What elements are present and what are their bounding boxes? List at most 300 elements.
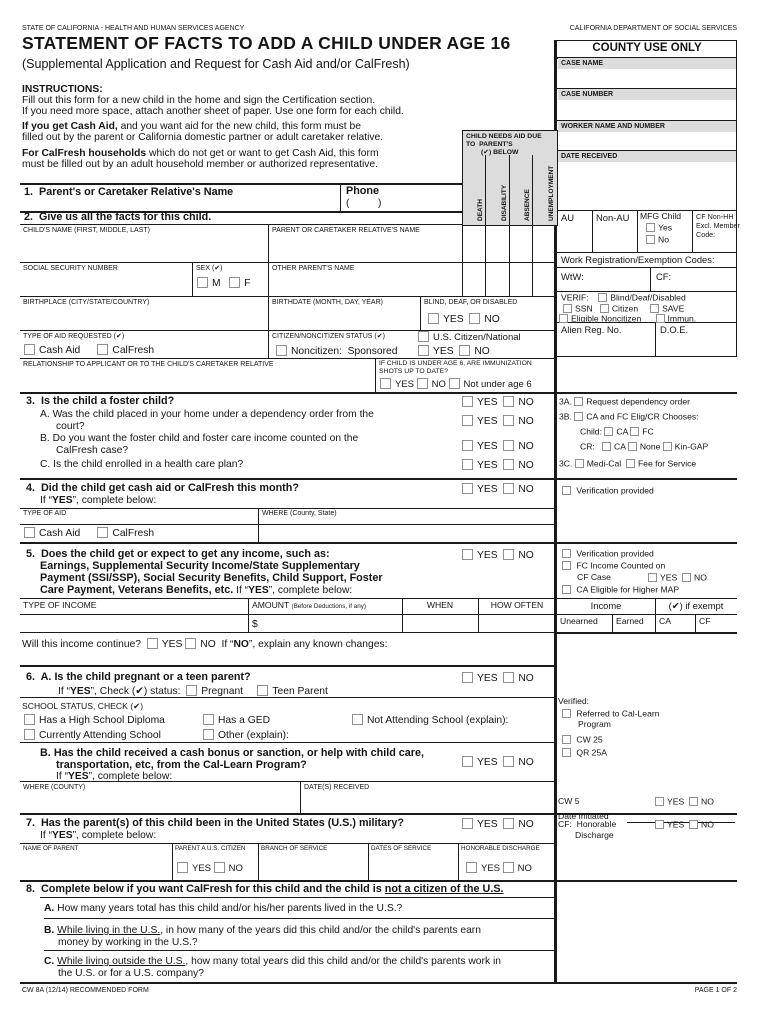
- aid-cash-label: Cash Aid: [39, 345, 81, 356]
- s7-question: 7. Has the parent(s) of this child been in the United States (U.S.) military?: [26, 817, 404, 829]
- s8-b-rest: , in how many of the years did this child and/or the child's parents earn: [160, 925, 481, 936]
- county-mfg-no: [646, 235, 669, 245]
- s5-ifno-word: NO: [233, 639, 249, 650]
- s4-where-field[interactable]: [259, 525, 555, 541]
- county-3c-medical-checkbox[interactable]: [575, 459, 584, 468]
- s2-sponsored-yesno: [418, 345, 490, 357]
- parent-caretaker-field[interactable]: [271, 237, 460, 261]
- instructions-cashaid-line: [22, 121, 361, 132]
- county-work-reg-label: Work Registration/Exemption Codes:: [561, 254, 715, 265]
- worker-name-field[interactable]: [558, 133, 736, 149]
- s8-b-line1: [44, 925, 481, 936]
- cw5-no-checkbox[interactable]: [689, 797, 698, 806]
- calfresh-bold: For CalFresh households: [22, 148, 147, 159]
- cw5-yes-label: YES: [667, 796, 685, 807]
- aid-cash-checkbox[interactable]: [24, 344, 35, 355]
- s3-no-checkbox[interactable]: [503, 396, 514, 407]
- s6-b-label: B.: [40, 747, 51, 759]
- verif-elig-noncitizen-checkbox[interactable]: [559, 314, 568, 323]
- form-subtitle: (Supplemental Application and Request for Cash Aid and/or CalFresh): [22, 57, 410, 71]
- s3a-yes-checkbox[interactable]: [462, 415, 473, 426]
- divider: [20, 880, 737, 882]
- county-doe-label: D.O.E.: [660, 324, 689, 335]
- s6-other-checkbox[interactable]: [203, 729, 214, 740]
- divider: [637, 210, 638, 252]
- s7-dates-field[interactable]: [370, 856, 456, 878]
- s2-child-name-label: CHILD'S NAME (FIRST, MIDDLE, LAST): [23, 227, 150, 234]
- s5-when-label: WHEN: [426, 600, 454, 610]
- county-3c-fee-checkbox[interactable]: [626, 459, 635, 468]
- verif-elig-noncitizen-label: Eligible Noncitizen: [571, 313, 642, 324]
- s4-if-yes: [40, 495, 156, 506]
- s4-ifyes-post: ”, complete below:: [72, 495, 157, 506]
- s5-ifyes-word: YES: [248, 585, 269, 596]
- mfg-yes-label: Yes: [658, 222, 673, 233]
- county-3b-child-fc-checkbox[interactable]: [630, 427, 639, 436]
- s7-yes-checkbox[interactable]: [462, 818, 473, 829]
- income-changes-field[interactable]: [22, 650, 554, 664]
- s6-ged-label: Has a GED: [218, 715, 271, 726]
- s6b-no-label: NO: [518, 757, 534, 768]
- s5-ifno-pre: If “: [221, 639, 234, 650]
- divider: [44, 950, 556, 951]
- mfg-yes-checkbox[interactable]: [646, 223, 655, 232]
- cf-honorable-no-checkbox[interactable]: [689, 820, 698, 829]
- s8-c-line2: the U.S. or for a U.S. company?: [58, 968, 204, 979]
- s6a-yes-label: YES: [477, 673, 498, 684]
- s8-a-line: [44, 903, 402, 914]
- referred-checkbox[interactable]: [562, 709, 571, 718]
- verif-bdd-label: Blind/Deaf/Disabled: [610, 292, 686, 303]
- qr25a-label: QR 25A: [576, 747, 607, 758]
- s4-calfresh-label: CalFresh: [112, 528, 155, 539]
- s7-yesno: [462, 818, 534, 830]
- s4-no-checkbox[interactable]: [503, 483, 514, 494]
- s6-hs-option: [24, 714, 165, 726]
- s6-teen-label: Teen Parent: [272, 686, 328, 697]
- s7-citizen-yes-checkbox[interactable]: [177, 862, 188, 873]
- s5-type-of-income-label: TYPE OF INCOME: [23, 600, 97, 610]
- wtw-field[interactable]: [585, 268, 649, 290]
- s6-ifyes-pre: If “: [56, 771, 69, 782]
- county-3a: [559, 397, 690, 407]
- immun-yes-checkbox[interactable]: [380, 378, 391, 389]
- s5-no-checkbox[interactable]: [503, 549, 514, 560]
- cf-honorable-yes-checkbox[interactable]: [655, 820, 664, 829]
- s6-qb1-text: Has the child received a cash bonus or sanction, or help with child care,: [53, 747, 425, 759]
- s5-question-line4: [40, 585, 352, 597]
- s7-citizen-no-checkbox[interactable]: [214, 862, 225, 873]
- strip-title-2: TO PARENT'S: [466, 141, 513, 148]
- county-3a-checkbox[interactable]: [574, 397, 583, 406]
- s1-phone-paren: ( ): [346, 198, 382, 209]
- s8-b-label: B.: [44, 925, 58, 936]
- s6-question-a: [26, 672, 251, 684]
- s5-continue-no-checkbox[interactable]: [185, 638, 196, 649]
- other-parent-field[interactable]: [271, 275, 460, 295]
- s7-if-yes: [40, 830, 156, 841]
- s3-yes-checkbox[interactable]: [462, 396, 473, 407]
- s3a-yes-label: YES: [477, 416, 498, 427]
- county-worker-label: WORKER NAME AND NUMBER: [561, 123, 665, 130]
- s7-discharge-yes-checkbox[interactable]: [466, 862, 477, 873]
- s2-blind-label: BLIND, DEAF, OR DISABLED: [424, 299, 518, 306]
- divider: [655, 614, 656, 632]
- county-exempt-header: (✔) if exempt: [668, 600, 724, 611]
- s6b-yes-checkbox[interactable]: [462, 756, 473, 767]
- s5-map-label: CA Eligible for Higher MAP: [576, 584, 680, 595]
- s5-continue-no-label: NO: [200, 639, 216, 650]
- s6-school-status-label: SCHOOL STATUS, CHECK (✔): [22, 701, 144, 711]
- s3c-yes-checkbox[interactable]: [462, 459, 473, 470]
- s8-q-pre: 8. Complete below if you want CalFresh for this child and the child is: [26, 883, 385, 895]
- county-3b-cr-kingap-checkbox[interactable]: [663, 442, 672, 451]
- county-s5-fc1: [562, 561, 665, 571]
- ssn-field[interactable]: [22, 275, 190, 295]
- county-3b-cr-ca-label: CA: [613, 441, 626, 452]
- strip-disability-cell[interactable]: [486, 225, 508, 261]
- verif-citizen-checkbox[interactable]: [600, 304, 609, 313]
- s4-type-of-aid-label: TYPE OF AID: [23, 510, 67, 517]
- strip-absence-cell[interactable]: [510, 225, 531, 261]
- divider: [20, 358, 556, 359]
- s6a-no-checkbox[interactable]: [503, 672, 514, 683]
- county-3b-label: CA and FC Elig/CR Chooses:: [586, 411, 699, 422]
- s4-yes-checkbox[interactable]: [462, 483, 473, 494]
- divider: [172, 843, 173, 880]
- immun-not-under-checkbox[interactable]: [449, 378, 460, 389]
- county-3b-cr-ca-checkbox[interactable]: [602, 442, 611, 451]
- county-date-initiated-label: Date Initiated: [558, 811, 609, 821]
- cf-codes-field[interactable]: [676, 268, 736, 290]
- s6-ged-checkbox[interactable]: [203, 714, 214, 725]
- s4-cash-checkbox[interactable]: [24, 527, 35, 538]
- s8-question: [26, 884, 504, 896]
- divider: [20, 843, 556, 844]
- divider: [340, 183, 341, 211]
- s5-q4-bold: Care Payment, Veterans Benefits, etc.: [40, 584, 234, 596]
- divider: [20, 478, 737, 480]
- s4-verification-checkbox[interactable]: [562, 486, 571, 495]
- divider: [258, 843, 259, 880]
- s3-question: 3. Is the child a foster child?: [26, 395, 175, 407]
- s6b-yes-label: YES: [477, 757, 498, 768]
- county-3b-child-label: Child:: [580, 426, 602, 437]
- income-type-field[interactable]: [22, 616, 246, 631]
- divider: [557, 356, 737, 357]
- qr25a-checkbox[interactable]: [562, 748, 571, 757]
- divider: [20, 982, 737, 984]
- s6-check-word: YES: [70, 686, 91, 697]
- strip-death-cell[interactable]: [463, 225, 484, 261]
- s6-a-label: A.: [40, 671, 52, 683]
- s3a-no-label: NO: [518, 416, 534, 427]
- birthdate-field[interactable]: [271, 309, 418, 329]
- blind-no-label: NO: [484, 314, 500, 325]
- divider: [248, 598, 249, 632]
- county-date-received-label: DATE RECEIVED: [561, 153, 618, 160]
- county-earned-label: Earned: [616, 616, 644, 626]
- s8-c-label: C.: [44, 956, 58, 967]
- divider: [554, 632, 737, 634]
- divider: [20, 665, 556, 667]
- divider: [20, 697, 556, 698]
- s6-not-attending-checkbox[interactable]: [352, 714, 363, 725]
- verif-save-checkbox[interactable]: [650, 304, 659, 313]
- verif-ssn-checkbox[interactable]: [563, 304, 572, 313]
- aid-calfresh-label: CalFresh: [112, 345, 155, 356]
- county-3b-cr-none-label: None: [639, 441, 661, 452]
- s3b-no-checkbox[interactable]: [503, 440, 514, 451]
- s6-attending-checkbox[interactable]: [24, 729, 35, 740]
- immun-no-checkbox[interactable]: [417, 378, 428, 389]
- s8-q-underlined: not a citizen of the U.S.: [384, 883, 504, 895]
- county-cf-label: CF:: [656, 271, 672, 282]
- s4-no-label: NO: [518, 484, 534, 495]
- divider: [420, 296, 421, 330]
- county-3b-child-ca-label: CA: [616, 426, 628, 437]
- county-3b-child: [580, 427, 654, 437]
- s6-check-pre: If “: [58, 686, 71, 697]
- s5-map-checkbox[interactable]: [562, 585, 571, 594]
- cashaid-rest: and you want aid for the new child, this form must be: [117, 121, 361, 132]
- child-name-field[interactable]: [22, 237, 266, 261]
- s6-dates-field[interactable]: [302, 794, 554, 811]
- s1-question: 1. Parent's or Caretaker Relative's Name: [24, 186, 234, 198]
- county-qr25a: [562, 748, 607, 758]
- s6-hs-checkbox[interactable]: [24, 714, 35, 725]
- divider: [40, 897, 556, 898]
- county-s4-verification: [562, 486, 654, 496]
- s7-branch-field[interactable]: [260, 856, 366, 878]
- s7-ifyes-word: YES: [52, 830, 73, 841]
- s7-yes-label: YES: [477, 819, 498, 830]
- s3-yes-label: YES: [477, 397, 498, 408]
- relationship-field[interactable]: [22, 371, 373, 390]
- strip-col-absence-label: ABSENCE: [524, 189, 531, 221]
- parent-name-field[interactable]: [22, 198, 337, 210]
- divider: [20, 296, 556, 297]
- divider: [692, 210, 693, 252]
- s7-col-citizen-label: PARENT A U.S. CITIZEN: [175, 845, 246, 852]
- date-received-field[interactable]: [558, 163, 736, 209]
- s3c-no-checkbox[interactable]: [503, 459, 514, 470]
- county-cw25: [562, 735, 603, 745]
- s2-parent-name-label: PARENT OR CARETAKER RELATIVE'S NAME: [272, 227, 420, 234]
- s7-citizen-yesno: [177, 862, 243, 874]
- cw5-yes-checkbox[interactable]: [655, 797, 664, 806]
- divider: [557, 598, 737, 599]
- s3c-no-label: NO: [518, 460, 534, 471]
- s5-no-label: NO: [518, 550, 534, 561]
- s7-discharge-no-checkbox[interactable]: [503, 862, 514, 873]
- divider: [368, 843, 369, 880]
- us-citizen-label: U.S. Citizen/National: [433, 332, 521, 343]
- s3-b-line2: CalFresh case?: [56, 445, 129, 456]
- s6-pregnant-checkbox[interactable]: [186, 685, 197, 696]
- divider: [20, 262, 556, 263]
- s2-citizen-status-label: CITIZEN/NONCITIZEN STATUS (✔): [272, 333, 385, 340]
- county-3b-child-ca-checkbox[interactable]: [604, 427, 613, 436]
- s5-ifyes-pre: If “: [233, 585, 249, 596]
- divider: [44, 918, 556, 919]
- verif-bdd-checkbox[interactable]: [598, 293, 607, 302]
- s5-verification-checkbox[interactable]: [562, 549, 571, 558]
- county-3c-fee-label: Fee for Service: [637, 458, 697, 469]
- s6-teen-checkbox[interactable]: [257, 685, 268, 696]
- doe-field[interactable]: [657, 336, 735, 354]
- county-referred: [562, 709, 660, 719]
- s6-a-yesno: [462, 672, 534, 684]
- county-3b-cr: [580, 442, 708, 452]
- blind-no-checkbox[interactable]: [469, 313, 480, 324]
- s5-continue-question: Will this income continue?: [22, 639, 142, 650]
- s5-yes-checkbox[interactable]: [462, 549, 473, 560]
- s7-col-branch-label: BRANCH OF SERVICE: [261, 845, 328, 852]
- divider: [20, 632, 556, 633]
- county-3b-checkbox[interactable]: [574, 412, 583, 421]
- county-verif: [561, 293, 686, 303]
- s7-col-dates-label: DATES OF SERVICE: [371, 845, 432, 852]
- s4-question: 4. Did the child get cash aid or CalFresh this month?: [26, 482, 299, 494]
- s6-if-yes: [56, 771, 172, 782]
- income-when-field[interactable]: [404, 616, 476, 631]
- s3b-yes-checkbox[interactable]: [462, 440, 473, 451]
- county-cw5-yesno: [655, 797, 714, 807]
- divider: [192, 262, 193, 296]
- aid-calfresh-checkbox[interactable]: [97, 344, 108, 355]
- s6b-no-checkbox[interactable]: [503, 756, 514, 767]
- verif-ssn-label: SSN: [575, 303, 593, 314]
- county-verified-label: Verified:: [558, 696, 590, 706]
- state-agency-label: STATE OF CALIFORNIA - HEALTH AND HUMAN SERVICES AGENCY: [22, 25, 245, 32]
- s5-continue-yes-checkbox[interactable]: [147, 638, 158, 649]
- cf-honorable-no-label: NO: [700, 819, 714, 830]
- county-3b-cr-none-checkbox[interactable]: [628, 442, 637, 451]
- divider: [20, 742, 556, 743]
- s7-ifyes-pre: If “: [40, 830, 53, 841]
- s2-birthplace-label: BIRTHPLACE (CITY/STATE/COUNTRY): [23, 299, 150, 306]
- county-cf-honorable-yesno: [655, 820, 714, 830]
- s5-fc-checkbox[interactable]: [562, 561, 571, 570]
- case-number-field[interactable]: [558, 101, 736, 119]
- mfg-no-checkbox[interactable]: [646, 235, 655, 244]
- s7-col-name-label: NAME OF PARENT: [23, 845, 79, 852]
- county-3b-cr-kingap-label: Kin-GAP: [674, 441, 709, 452]
- s5-continue-row: [22, 638, 387, 650]
- s4-calfresh-checkbox[interactable]: [97, 527, 108, 538]
- verif-save-label: SAVE: [662, 303, 685, 314]
- verif-label: VERIF:: [561, 292, 589, 303]
- s3b-no-label: NO: [518, 441, 534, 452]
- income-amount-field[interactable]: [262, 616, 400, 631]
- s5-fc-yes-checkbox[interactable]: [648, 573, 657, 582]
- alien-reg-field[interactable]: [558, 336, 653, 354]
- s4-aid-options: [24, 527, 154, 539]
- county-non-au-label: Non-AU: [596, 212, 630, 223]
- s3-a-yesno: [462, 415, 534, 427]
- county-cf-honorable-1: CF: Honorable: [558, 819, 617, 829]
- s5-yesno: [462, 549, 534, 561]
- income-how-often-field[interactable]: [480, 616, 554, 631]
- s5-question-line3: Payment (SSI/SSP), Social Security Benefits, Child Support, Foster: [40, 572, 383, 584]
- county-3a-num: 3A.: [559, 396, 572, 407]
- phone-field[interactable]: [360, 196, 455, 210]
- s5-yes-label: YES: [477, 550, 498, 561]
- s2-aid-type-label: TYPE OF AID REQUESTED (✔): [23, 333, 125, 340]
- s6-question-b1: [40, 748, 424, 760]
- county-s5-fc-yesno: [648, 573, 707, 583]
- s6-attending-label: Currently Attending School: [39, 730, 161, 741]
- s6-where-field[interactable]: [22, 794, 298, 811]
- s4-yesno: [462, 483, 534, 495]
- s2-sex-label: SEX (✔): [196, 265, 223, 272]
- s3a-no-checkbox[interactable]: [503, 415, 514, 426]
- strip-unemployment-cell[interactable]: [533, 225, 554, 261]
- s2-sex-options: [197, 277, 250, 289]
- s2-us-citizen: [418, 331, 521, 343]
- county-s5-map: [562, 585, 679, 595]
- s5-amount-word: AMOUNT: [252, 600, 292, 610]
- immun-no-label: NO: [431, 379, 446, 390]
- cashaid-bold: If you get Cash Aid,: [22, 121, 118, 132]
- cw25-checkbox[interactable]: [562, 735, 571, 744]
- s6-check-status: [58, 685, 328, 697]
- cf-honorable-yes-label: YES: [667, 819, 685, 830]
- s5-fc-no-checkbox[interactable]: [682, 573, 691, 582]
- noncitizen-checkbox[interactable]: [276, 345, 287, 356]
- birthplace-field[interactable]: [22, 309, 266, 329]
- county-case-number-label: CASE NUMBER: [561, 91, 614, 98]
- sponsored-no-checkbox[interactable]: [459, 345, 470, 356]
- s5-continue-yes-label: YES: [161, 639, 183, 650]
- s6a-yes-checkbox[interactable]: [462, 672, 473, 683]
- s5-question-line2: Earnings, Supplemental Security Income/State Supplementary: [40, 560, 360, 572]
- footer-form-number: CW 8A (12/14) RECOMMENDED FORM: [22, 987, 149, 994]
- verif-immun-checkbox[interactable]: [656, 314, 665, 323]
- county-cf-nonhh-1: CF Non-HH: [696, 212, 734, 221]
- s7-name-field[interactable]: [22, 856, 170, 878]
- footer-page-number: PAGE 1 OF 2: [694, 987, 737, 994]
- divider: [20, 598, 556, 599]
- sponsored-yes-checkbox[interactable]: [418, 345, 429, 356]
- county-alien-label: Alien Reg. No.: [561, 324, 622, 335]
- county-cf-nonhh-3: Code:: [696, 230, 716, 239]
- divider: [20, 614, 556, 615]
- sex-m-checkbox[interactable]: [197, 277, 208, 288]
- s4-ifyes-word: YES: [52, 495, 73, 506]
- s6-num: 6.: [26, 671, 36, 683]
- divider: [20, 542, 737, 544]
- s3b-yes-label: YES: [477, 441, 498, 452]
- s6-other-option: [203, 729, 289, 741]
- county-cw5-label: CW 5: [558, 796, 580, 806]
- s4-ifyes-pre: If “: [40, 495, 53, 506]
- s1-phone-label: Phone: [346, 185, 379, 197]
- s7-no-checkbox[interactable]: [503, 818, 514, 829]
- us-citizen-checkbox[interactable]: [418, 331, 429, 342]
- s7-no-label: NO: [518, 819, 534, 830]
- instructions-calfresh-line: [22, 148, 379, 159]
- strip-col-unemployment-label: UNEMPLOYMENT: [548, 165, 555, 221]
- s2-noncitizen: [276, 345, 397, 357]
- county-verif-row3: [559, 314, 696, 324]
- s7-discharge-yesno: [466, 862, 532, 874]
- sex-f-checkbox[interactable]: [229, 277, 240, 288]
- divider: [695, 614, 696, 632]
- case-name-field[interactable]: [558, 70, 736, 87]
- blind-yes-checkbox[interactable]: [428, 313, 439, 324]
